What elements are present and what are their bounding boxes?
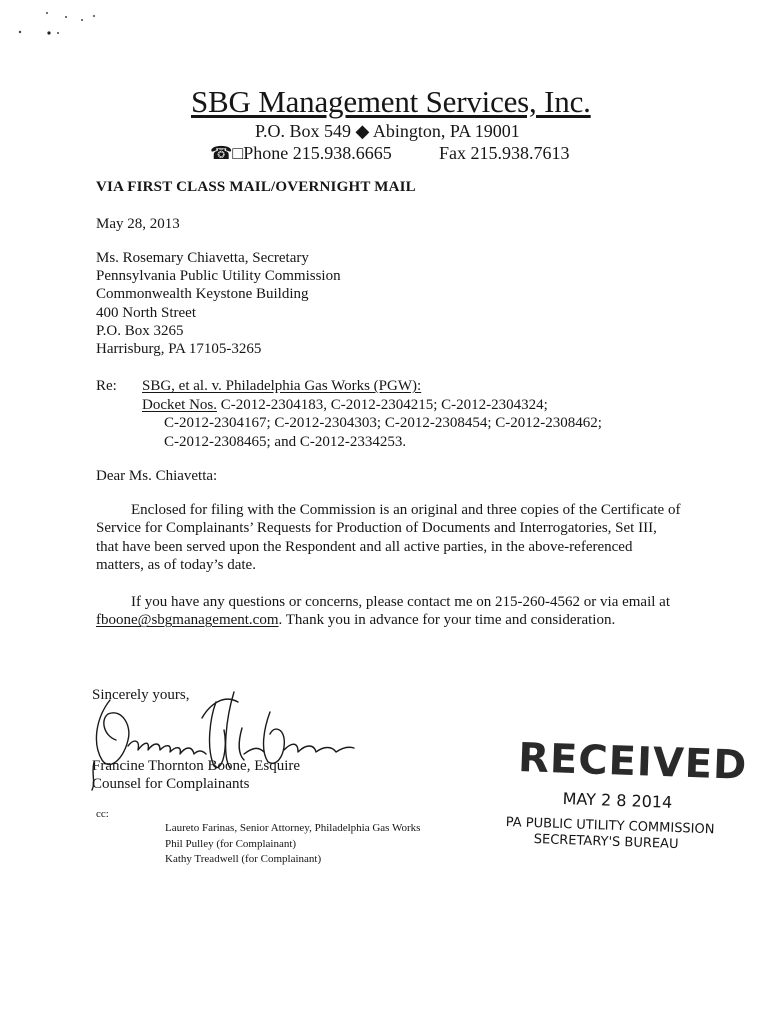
docket-numbers: C-2012-2304183, C-2012-2304215; C-2012-2304324; [217,396,548,413]
body-paragraph-2 [96,593,670,630]
body-paragraph-1 [96,501,680,574]
signer-role: Counsel for Complainants [92,776,250,792]
re-label: Re: [96,378,117,394]
recipient-address [96,249,341,358]
salutation: Dear Ms. Chiavetta: [96,468,218,484]
company-name: SBG Management Services, Inc. [191,84,591,119]
cc-recipient: Laureto Farinas, Senior Attorney, Philadelphia Gas Works [165,822,421,834]
scan-specks [0,0,120,40]
cc-recipient: Phil Pulley (for Complainant) [165,837,297,850]
cc-label: cc: [96,808,109,820]
delivery-method: VIA FIRST CLASS MAIL/OVERNIGHT MAIL [96,179,416,195]
paragraph-line: . Thank you in advance for your time and consideration. [278,612,616,629]
company-phone: ☎□Phone 215.938.6665 [210,143,392,163]
recipient-line: Pennsylvania Public Utility Commission [96,268,341,285]
docket-numbers: C-2012-2308465; and C-2012-2334253. [164,433,407,450]
received-stamp: RECEIVED [517,735,749,789]
signer-name: Francine Thornton Boone, Esquire [92,758,301,774]
docket-numbers: C-2012-2304167; C-2012-2304303; C-2012-2308454; C-2012-2308462; [164,415,602,431]
case-title: SBG, et al. v. Philadelphia Gas Works (PGW): [142,378,422,394]
cc-recipient: Kathy Treadwell (for Complainant) [165,853,322,865]
company-address: P.O. Box 549 ◆ Abington, PA 19001 [255,121,520,141]
recipient-line: 400 North Street [96,304,196,321]
paragraph-line: If you have any questions or concerns, please contact me on 215-260-4562 or via email at [131,594,670,610]
paragraph-line: Service for Complainants’ Requests for Production of Documents and Interrogatories, Set III, [96,520,657,537]
company-fax: Fax 215.938.7613 [439,143,570,163]
paragraph-line: Enclosed for filing with the Commission is an original and three copies of the Certificate of [131,502,681,518]
paragraph-line: matters, as of today’s date. [96,556,256,573]
recipient-line: Harrisburg, PA 17105-3265 [96,340,262,357]
recipient-line: P.O. Box 3265 [96,322,184,339]
recipient-line: Commonwealth Keystone Building [96,286,309,303]
letter-date: May 28, 2013 [96,216,180,232]
stamp-date: MAY 2 8 2014 [562,789,673,812]
re-subject [142,377,602,451]
email-link[interactable]: fboone@sbgmanagement.com [96,612,279,629]
stamp-bureau: SECRETARY'S BUREAU [533,832,679,853]
paragraph-line: that have been served upon the Respondent and all active parties, in the above-referenced [96,538,633,555]
cc-list [165,821,420,868]
recipient-line: Ms. Rosemary Chiavetta, Secretary [96,250,309,266]
stamp-agency: PA PUBLIC UTILITY COMMISSION [505,815,715,838]
closing: Sincerely yours, [92,687,190,703]
docket-label: Docket Nos. [142,396,217,413]
